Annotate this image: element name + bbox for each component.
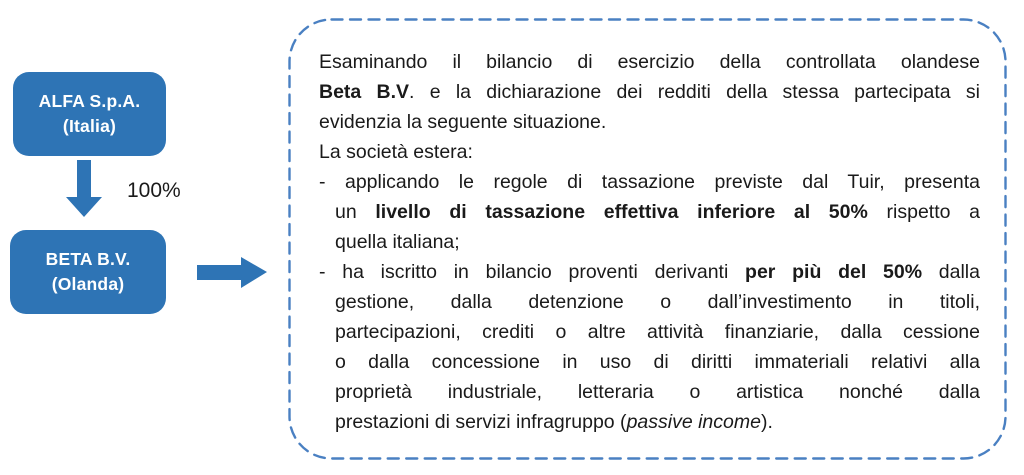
- parent-company-country: (Italia): [62, 116, 117, 136]
- text-segment: quella italiana;: [335, 231, 460, 253]
- text-segment: partecipazioni, crediti o altre attività finanziarie, dalla cessione: [335, 321, 980, 343]
- text-segment: ).: [760, 411, 773, 433]
- text-segment: livello di tassazione effettiva inferiore al 50%: [375, 201, 868, 223]
- right-arrow-icon: [197, 253, 267, 289]
- ownership-percentage-label: 100%: [127, 179, 181, 202]
- parent-company-box: [13, 72, 166, 156]
- down-arrow-shape: [66, 160, 102, 217]
- textbox-line: [319, 167, 980, 197]
- textbox-line: [319, 137, 980, 167]
- textbox-line: [319, 47, 980, 77]
- text-segment: - applicando le regole di tassazione previste dal Tuir, presenta: [319, 171, 980, 193]
- text-segment: dalla: [922, 261, 980, 283]
- textbox-line: [319, 77, 980, 107]
- text-segment: - ha iscritto in bilancio proventi derivanti: [319, 261, 746, 283]
- text-segment: per più del 50%: [745, 261, 923, 283]
- textbox-line: [319, 287, 980, 317]
- text-segment: o dalla concessione in uso di diritti immateriali relativi alla: [335, 351, 980, 373]
- text-segment: proprietà industriale, letteraria o artistica nonché dalla: [335, 381, 980, 403]
- text-segment: Beta B.V: [319, 81, 410, 103]
- textbox-line: [319, 317, 980, 347]
- text-segment: . e la dichiarazione dei redditi della stessa partecipata si: [409, 81, 980, 103]
- text-segment: gestione, dalla detenzione o dall’investimento in titoli,: [335, 291, 980, 313]
- textbox-line: [319, 227, 980, 257]
- right-arrow-shape: [197, 257, 267, 288]
- text-segment: Esaminando il bilancio di esercizio della controllata olandese: [319, 51, 980, 73]
- subsidiary-company-name: BETA B.V.: [45, 249, 131, 269]
- text-segment: evidenzia la seguente situazione.: [319, 111, 607, 133]
- text-segment: un: [335, 201, 376, 223]
- textbox-line: [319, 347, 980, 377]
- textbox-lines: [288, 18, 1007, 437]
- textbox-line: [319, 107, 980, 137]
- textbox-line: [319, 377, 980, 407]
- textbox-line: [319, 257, 980, 287]
- text-segment: La società estera:: [319, 141, 473, 163]
- parent-company-name: ALFA S.p.A.: [38, 91, 141, 111]
- text-segment: prestazioni di servizi infragruppo (: [335, 411, 627, 433]
- down-arrow-icon: [64, 158, 104, 218]
- textbox-line: [319, 407, 980, 437]
- text-segment: passive income: [626, 411, 761, 433]
- subsidiary-company-box: [10, 230, 166, 314]
- textbox-line: [319, 197, 980, 227]
- text-segment: rispetto a: [867, 201, 980, 223]
- subsidiary-company-country: (Olanda): [51, 274, 125, 294]
- annotation-textbox: [288, 18, 1007, 460]
